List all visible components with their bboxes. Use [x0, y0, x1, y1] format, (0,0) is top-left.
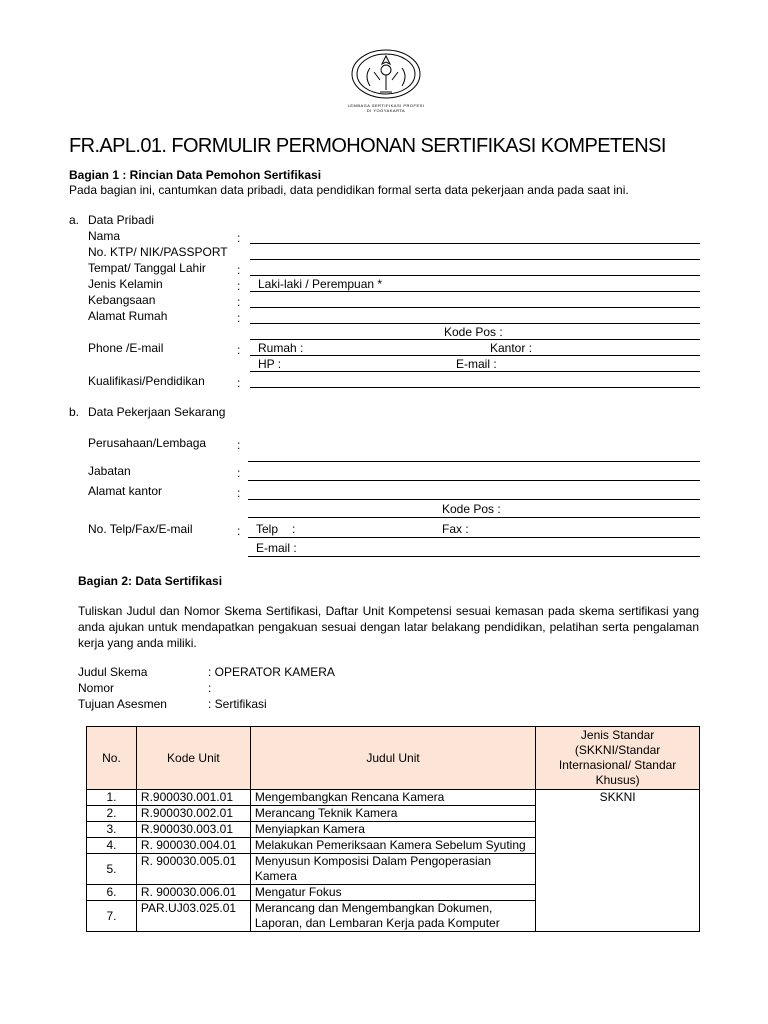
table-row — [87, 790, 700, 806]
label-alamat-kantor: Alamat kantor — [88, 484, 163, 498]
jenis-kelamin-field[interactable] — [250, 291, 700, 292]
label-kualifikasi: Kualifikasi/Pendidikan — [88, 374, 205, 388]
row-judul: Mengembangkan Rencana Kamera — [250, 790, 535, 806]
row-kode: R. 900030.005.01 — [136, 854, 250, 885]
colon: : — [237, 466, 241, 480]
label-perusahaan: Perusahaan/Lembaga — [88, 436, 207, 450]
header-jenis-standar: Jenis Standar (SKKNI/Standar Internasional/ Standar Khusus) — [536, 727, 700, 790]
row-kode: R.900030.003.01 — [136, 822, 250, 838]
header-no: No. — [87, 727, 137, 790]
row-judul: Merancang Teknik Kamera — [250, 806, 535, 822]
header-kode-unit: Kode Unit — [136, 727, 250, 790]
jenis-kelamin-value: Laki-laki / Perempuan * — [258, 277, 383, 291]
row-judul: Merancang dan Mengembangkan Dokumen, Laporan, dan Lembaran Kerja pada Komputer — [250, 901, 535, 932]
row-no: 4. — [87, 838, 137, 854]
seal-logo-icon — [346, 48, 426, 100]
alamat-rumah-field[interactable] — [250, 323, 700, 324]
row-kode: PAR.UJ03.025.01 — [136, 901, 250, 932]
row-no: 5. — [87, 854, 137, 885]
label-telp-fax-email: No. Telp/Fax/E-mail — [88, 522, 193, 536]
colon: : — [237, 343, 241, 357]
colon: : — [237, 295, 241, 309]
label-jenis-kelamin: Jenis Kelamin — [88, 277, 163, 291]
kebangsaan-field[interactable] — [250, 307, 700, 308]
section-b-marker: b. — [69, 405, 80, 419]
row-no: 6. — [87, 885, 137, 901]
logo-org-line2: DI YOGYAKARTA — [366, 108, 406, 113]
kantor-label: Kantor : — [490, 341, 533, 355]
label-jabatan: Jabatan — [88, 464, 131, 478]
unit-table — [86, 726, 700, 932]
ktp-field[interactable] — [250, 259, 700, 260]
row-kode: R.900030.002.01 — [136, 806, 250, 822]
judul-skema-value: : OPERATOR KAMERA — [208, 665, 335, 679]
row-judul: Melakukan Pemeriksaan Kamera Sebelum Syuting — [250, 838, 535, 854]
kode-pos-label: Kode Pos : — [444, 325, 503, 339]
telp-fax-field[interactable] — [248, 537, 700, 538]
label-kebangsaan: Kebangsaan — [88, 293, 156, 307]
kode-pos-kantor-label: Kode Pos : — [442, 502, 501, 516]
email-field[interactable] — [250, 371, 700, 372]
hp-label: HP : — [258, 357, 282, 371]
phone-field[interactable] — [250, 355, 700, 356]
colon: : — [237, 376, 241, 390]
rumah-label: Rumah : — [258, 341, 304, 355]
label-phone-email: Phone /E-mail — [88, 341, 164, 355]
email-kantor-label: E-mail : — [256, 541, 297, 555]
tujuan-asesmen-label: Tujuan Asesmen — [78, 697, 167, 711]
bagian1-intro: Pada bagian ini, cantumkan data pribadi, data pendidikan formal serta data pekerjaan anda pada saat ini. — [69, 183, 629, 197]
row-no: 3. — [87, 822, 137, 838]
colon: : — [237, 438, 241, 452]
colon: : — [237, 263, 241, 277]
judul-skema-label: Judul Skema — [78, 665, 148, 679]
label-ttl: Tempat/ Tanggal Lahir — [88, 261, 206, 275]
fax-label: Fax : — [442, 522, 469, 536]
label-nama: Nama — [88, 229, 121, 243]
nomor-label: Nomor — [78, 681, 115, 695]
logo-org-line1: LEMBAGA SERTIFIKASI PROFESI — [347, 103, 425, 108]
row-judul: Menyiapkan Kamera — [250, 822, 535, 838]
row-kode: R.900030.001.01 — [136, 790, 250, 806]
row-kode: R. 900030.004.01 — [136, 838, 250, 854]
colon: : — [237, 311, 241, 325]
section-a-marker: a. — [69, 213, 80, 227]
colon: : — [237, 524, 241, 538]
telp-label: Telp — [256, 522, 279, 536]
table-header-row — [87, 727, 700, 790]
bagian2-heading: Bagian 2: Data Sertifikasi — [78, 574, 223, 588]
nama-field[interactable] — [250, 243, 700, 244]
bagian2-paragraph: Tuliskan Judul dan Nomor Skema Sertifikasi, Daftar Unit Kompetensi sesuai kemasan pada skema sertifikasi yang anda ajukan untuk mendapatkan pengakuan sesuai dengan latar belakang pendidikan, pelatihan serta pengalaman kerja yang anda miliki. — [78, 604, 699, 650]
label-ktp: No. KTP/ NIK/PASSPORT — [88, 245, 228, 259]
tujuan-asesmen-value: : Sertifikasi — [208, 697, 267, 711]
header-judul-unit: Judul Unit — [250, 727, 535, 790]
kode-pos-kantor-field[interactable] — [248, 517, 700, 518]
jabatan-field[interactable] — [248, 480, 700, 481]
ttl-field[interactable] — [250, 275, 700, 276]
nomor-value: : — [208, 681, 212, 695]
kualifikasi-field[interactable] — [250, 387, 700, 388]
page-title: FR.APL.01. FORMULIR PERMOHONAN SERTIFIKASI KOMPETENSI — [69, 135, 666, 157]
section-a-title: Data Pribadi — [88, 213, 155, 227]
email-kantor-field[interactable] — [248, 556, 700, 557]
row-no: 7. — [87, 901, 137, 932]
perusahaan-field[interactable] — [248, 461, 700, 462]
jenis-standar-cell: SKKNI — [536, 790, 700, 932]
kode-pos-field[interactable] — [250, 339, 700, 340]
colon: : — [237, 279, 241, 293]
alamat-kantor-field[interactable] — [248, 499, 700, 500]
label-alamat-rumah: Alamat Rumah — [88, 309, 168, 323]
telp-colon: : — [292, 522, 296, 536]
row-judul: Mengatur Fokus — [250, 885, 535, 901]
bagian1-heading: Bagian 1 : Rincian Data Pemohon Sertifikasi — [69, 168, 322, 182]
row-no: 2. — [87, 806, 137, 822]
colon: : — [237, 486, 241, 500]
section-b-title: Data Pekerjaan Sekarang — [88, 405, 226, 419]
row-judul: Menyusun Komposisi Dalam Pengoperasian Kamera — [250, 854, 535, 885]
row-no: 1. — [87, 790, 137, 806]
colon: : — [237, 231, 241, 245]
email-label: E-mail : — [456, 357, 497, 371]
row-kode: R. 900030.006.01 — [136, 885, 250, 901]
